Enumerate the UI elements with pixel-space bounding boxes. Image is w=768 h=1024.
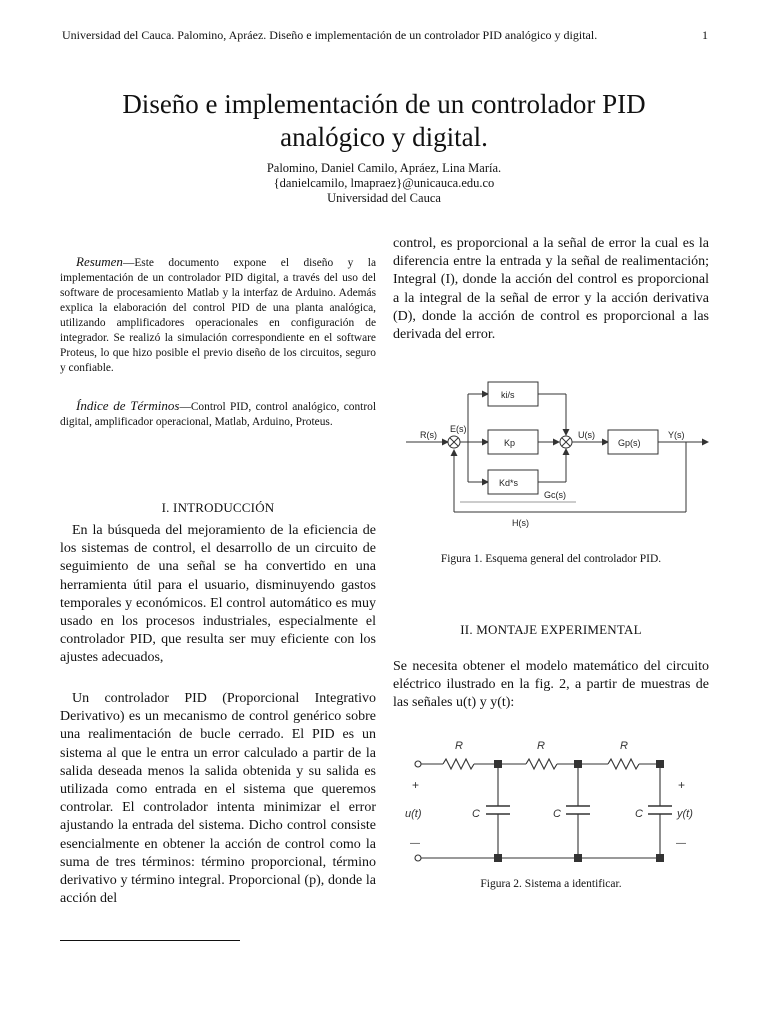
- node-2-top: [574, 760, 582, 768]
- index-terms: [60, 398, 376, 430]
- paper-title: [60, 88, 708, 154]
- resistor-3: [608, 759, 639, 769]
- author-block: [60, 161, 708, 206]
- terminal-input-top: [415, 761, 421, 767]
- label-kp: Kp: [504, 438, 516, 448]
- label-ut: u(t): [405, 808, 422, 820]
- label-c-3: C: [635, 808, 643, 820]
- author-affiliation: Universidad del Cauca: [327, 191, 441, 205]
- label-e: E(s): [450, 424, 467, 434]
- abstract-label: Resumen: [76, 254, 123, 269]
- label-r-1: R: [455, 740, 463, 752]
- label-kd: Kd*s: [499, 478, 519, 488]
- node-3-top: [656, 760, 664, 768]
- label-c-2: C: [553, 808, 561, 820]
- node-3-bottom: [656, 854, 664, 862]
- abstract-text: —Este documento expone el diseño y la implementación de un controlador PID digital, a través del uso del software de procesamiento Matlab y la interfaz de Arduino. Además explica la elaboración del control PID de una planta analógica, utilizando amplificadores operacionales en configuración de integrador. Se realizó la simulación correspondiente en el software Proteus, lo que hizo posible el previo diseño de los circuitos, seguro y confiable.: [60, 257, 376, 374]
- index-terms-label: Índice de Términos: [76, 398, 180, 413]
- label-h: H(s): [512, 518, 529, 528]
- label-ki: ki/s: [501, 390, 515, 400]
- figure-1-caption: Figura 1. Esquema general del controlador PID.: [440, 553, 662, 565]
- label-minus-left: —: [410, 838, 420, 849]
- footnote-rule: [60, 940, 240, 941]
- label-r-3: R: [620, 740, 628, 752]
- label-plus-right: +: [678, 778, 686, 792]
- section-1-heading: I. INTRODUCCIÓN: [161, 500, 275, 515]
- intro-paragraph-1: En la búsqueda del mejoramiento de la eficiencia de los sistemas de control, el desarrollo de un circuito de seguimiento de una señal se ha convertido en una herramienta útil para el usuario, disminuyendo gastos temporales y económicos. El control automático es muy usado en los procesos industriales, especialmente el controlador PID, que resulta ser muy eficiente con los ajustes adecuados,: [60, 523, 376, 666]
- title-line-2: analógico y digital.: [280, 122, 488, 152]
- index-terms-text: —Control PID, control analógico, control digital, amplificador operacional, Matlab, Arduino, Proteus.: [60, 401, 376, 428]
- label-yt: y(t): [677, 808, 693, 820]
- abstract: [60, 254, 376, 376]
- label-r-2: R: [537, 740, 545, 752]
- title-line-1: Diseño e implementación de un controlador PID: [122, 89, 646, 119]
- node-1-top: [494, 760, 502, 768]
- node-2-bottom: [574, 854, 582, 862]
- label-c-1: C: [472, 808, 480, 820]
- label-y: Y(s): [668, 430, 685, 440]
- resistor-1: [443, 759, 474, 769]
- label-plus-left: +: [412, 778, 420, 792]
- figure-2-rc-circuit: [398, 734, 708, 870]
- montaje-paragraph-1: Se necesita obtener el modelo matemático del circuito eléctrico ilustrado en la fig. 2, a partir de muestras de las señales u(t) y y(t):: [393, 659, 709, 711]
- terminal-input-bottom: [415, 855, 421, 861]
- figure-2-caption: Figura 2. Sistema a identificar.: [480, 878, 622, 890]
- page-number: 1: [702, 28, 708, 42]
- label-minus-right: —: [676, 838, 686, 849]
- author-names: Palomino, Daniel Camilo, Apráez, Lina María.: [266, 161, 502, 175]
- author-emails: {danielcamilo, lmapraez}@unicauca.edu.co: [273, 176, 495, 190]
- running-header: Universidad del Cauca. Palomino, Apráez. Diseño e implementación de un controlador PID analógico y digital.: [62, 28, 598, 42]
- figure-1-pid-diagram: [396, 364, 714, 534]
- resistor-2: [526, 759, 557, 769]
- label-r: R(s): [420, 430, 437, 440]
- section-2-heading: II. MONTAJE EXPERIMENTAL: [460, 622, 642, 637]
- label-gp: Gp(s): [618, 438, 641, 448]
- label-gc: Gc(s): [544, 490, 566, 500]
- intro-paragraph-3: control, es proporcional a la señal de error la cual es la diferencia entre la entrada y la señal de realimentación; Integral (I), donde la acción del control es proporcional a la integral de la señal de error y la acción derivativa (D), donde la acción de control es proporcional a las derivada del error.: [393, 236, 709, 343]
- label-u: U(s): [578, 430, 595, 440]
- node-1-bottom: [494, 854, 502, 862]
- intro-paragraph-2: Un controlador PID (Proporcional Integrativo Derivativo) es un mecanismo de control genérico sobre una realimentación de bucle cerrado. El PID es un sistema al que le entra un error calculado a partir de la salida deseada menos la salida obtenida y su salida es utilizada como entrada en el sistema que queremos controlar. El controlador intenta minimizar el error ajustando la entrada del sistema. Dicho control consiste esencialmente en obtener la acción de control como la suma de tres términos: término proporcional, término derivativo y término integral. Proporcional (p), donde la acción del: [60, 691, 376, 907]
